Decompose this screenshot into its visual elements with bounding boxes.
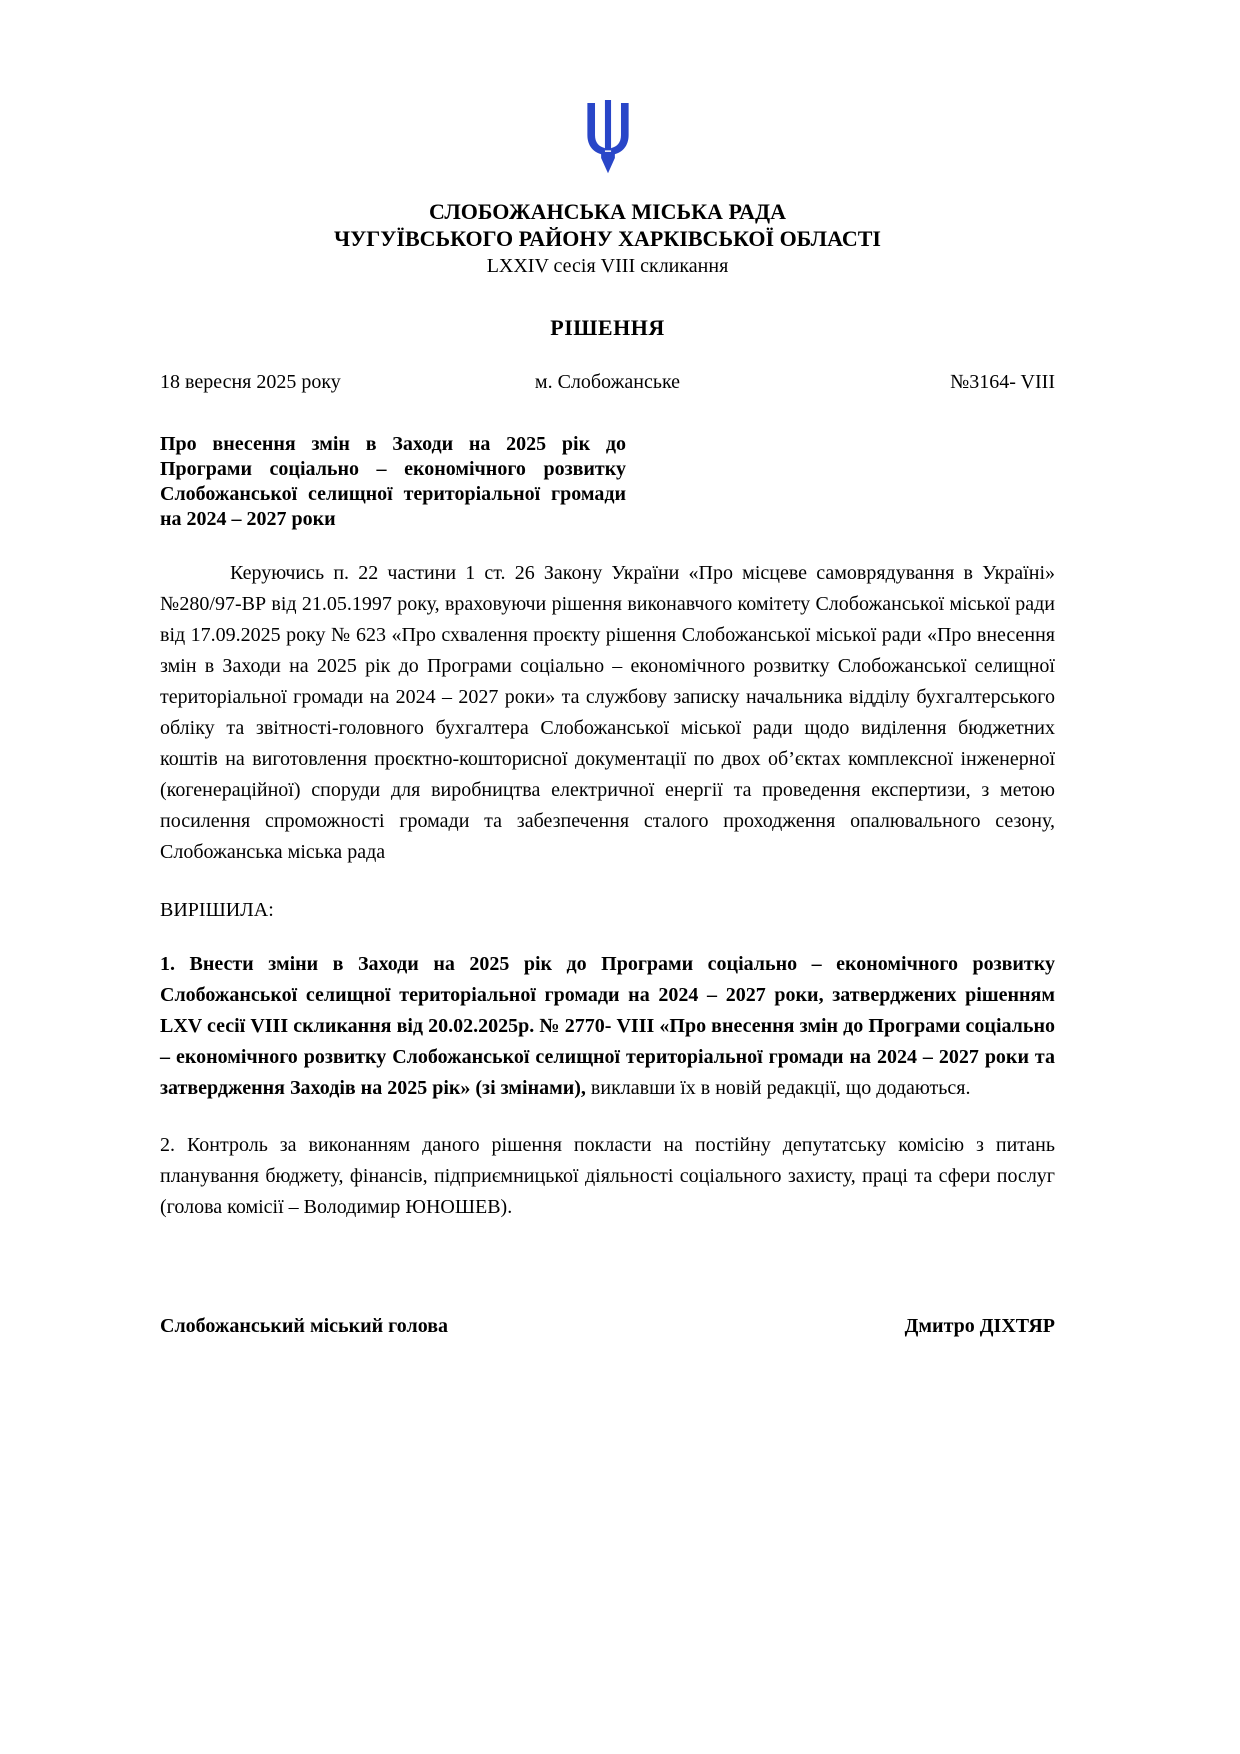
- signer-position: Слобожанський міський голова: [160, 1315, 448, 1337]
- emblem: [160, 100, 1055, 188]
- item-2-paragraph: 2. Контроль за виконанням даного рішення покласти на постійну депутатську комісію з питань планування бюджету, фінансів, підприємницької діяльності соціального захисту, праці та сфери послуг (голова комісії – Володимир ЮНОШЕВ).: [160, 1134, 1055, 1218]
- meta-row: [160, 371, 1055, 394]
- org-name-line2: ЧУГУЇВСЬКОГО РАЙОНУ ХАРКІВСЬКОЇ ОБЛАСТІ: [333, 226, 881, 251]
- item-1-normal-text: виклавши їх в новій редакції, що додаються.: [585, 1077, 971, 1099]
- decision-number: №3164- VIII: [950, 371, 1055, 393]
- decision-place: м. Слобожанське: [534, 371, 681, 393]
- session-line: LXXIV сесія VIII скликання: [486, 255, 729, 277]
- org-name-line1: СЛОБОЖАНСЬКА МІСЬКА РАДА: [429, 199, 786, 224]
- subject-paragraph: Про внесення змін в Заходи на 2025 рік до Програми соціально – економічного розвитку Слобожанської селищної територіальної громади на 2024 – 2027 роки: [160, 433, 626, 530]
- item-1-paragraph: [160, 949, 1055, 1104]
- signature-row: [160, 1315, 1055, 1338]
- resolved-label: ВИРІШИЛА:: [160, 899, 274, 921]
- decision-date: 18 вересня 2025 року: [160, 371, 341, 393]
- ukraine-trident-icon: [581, 100, 635, 184]
- item-1-bold-text: 1. Внести зміни в Заходи на 2025 рік до Програми соціально – економічного розвитку Слобожанської селищної територіальної громади на 2024 – 2027 роки, затверджених рішенням LXV сесії VIII скликання від 20.02.2025р. № 2770- VIII «Про внесення змін до Програми соціально – економічного розвитку Слобожанської селищної територіальної громади на 2024 – 2027 роки та затвердження Заходів на 2025 рік» (зі змінами),: [160, 953, 1055, 1099]
- preamble-paragraph: Керуючись п. 22 частини 1 ст. 26 Закону України «Про місцеве самоврядування в Україні» №280/97-ВР від 21.05.1997 року, враховуючи рішення виконавчого комітету Слобожанської міської ради від 17.09.2025 року № 623 «Про схвалення проєкту рішення Слобожанської міської ради «Про внесення змін в Заходи на 2025 рік до Програми соціально – економічного розвитку Слобожанської селищної територіальної громади на 2024 – 2027 роки» та службову записку начальника відділу бухгалтерського обліку та звітності-головного бухгалтера Слобожанської міської ради щодо виділення бюджетних коштів на виготовлення проєктно-кошторисної документації по двох об’єктах комплексної інженерної (когенераційної) споруди для виробництва електричної енергії та проведення експертизи, з метою посилення спроможності громади та забезпечення сталого проходження опалювального сезону, Слобожанська міська рада: [160, 562, 1055, 863]
- document-title: РІШЕННЯ: [550, 315, 665, 340]
- signer-name: Дмитро ДІХТЯР: [904, 1315, 1055, 1337]
